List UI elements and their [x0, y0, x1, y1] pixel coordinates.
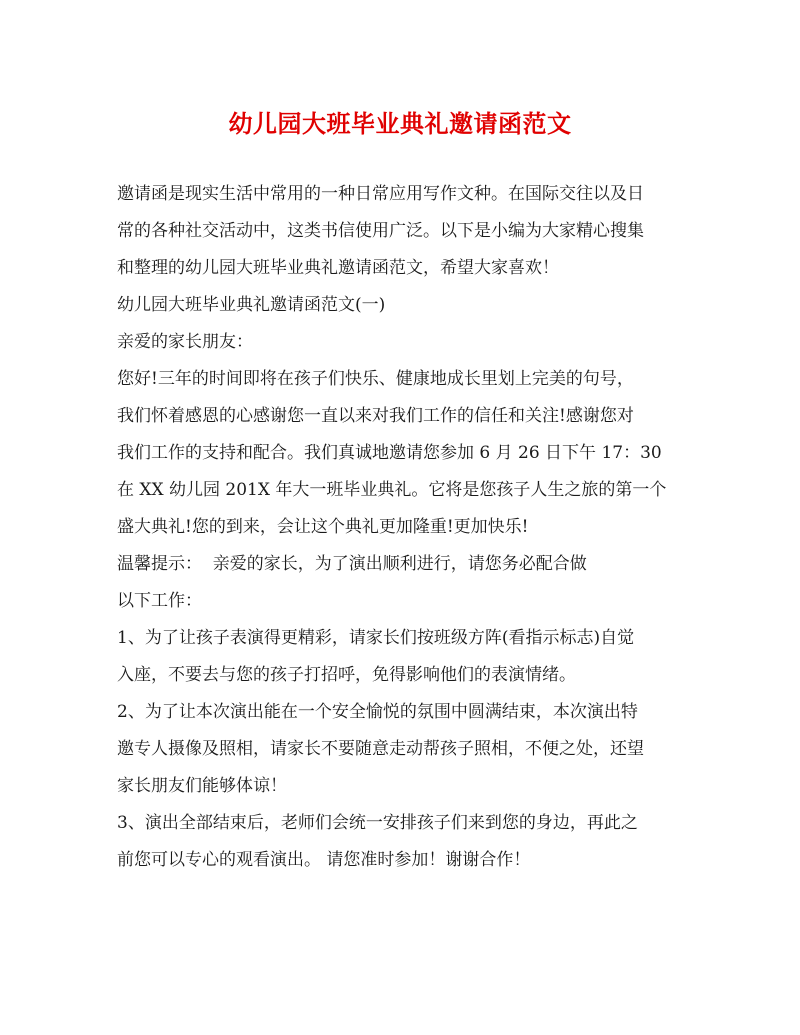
section-heading	[117, 287, 692, 324]
body-paragraph	[117, 361, 692, 546]
list-item-line: 2、为了让本次演出能在一个安全愉悦的氛围中圆满结束，本次演出特	[117, 702, 638, 722]
document-title: 幼儿园大班毕业典礼邀请函范文	[228, 109, 572, 138]
body-line: 您好!三年的时间即将在孩子们快乐、健康地成长里划上完美的句号，	[117, 369, 634, 389]
tips-line: 以下工作：	[117, 591, 202, 611]
body-line: 在 XX 幼儿园 201X 年大一班毕业典礼。它将是您孩子人生之旅的第一个	[117, 480, 667, 500]
list-item-line: 3、演出全部结束后，老师们会统一安排孩子们来到您的身边，再此之	[117, 813, 638, 833]
document-body	[117, 176, 692, 879]
intro-line: 和整理的幼儿园大班毕业典礼邀请函范文，希望大家喜欢！	[117, 258, 559, 278]
section-heading-text: 幼儿园大班毕业典礼邀请函范文(一)	[117, 295, 386, 315]
body-line: 我们怀着感恩的心感谢您一直以来对我们工作的信任和关注!感谢您对	[117, 406, 634, 426]
greeting	[117, 324, 692, 361]
tips-paragraph	[117, 546, 692, 620]
list-item-line: 家长朋友们能够体谅！	[117, 776, 287, 796]
list-item-line: 邀专人摄像及照相，请家长不要随意走动帮孩子照相，不便之处，还望	[117, 739, 644, 759]
intro-line: 邀请函是现实生活中常用的一种日常应用写作文种。在国际交往以及日	[117, 184, 644, 204]
intro-line: 常的各种社交活动中，这类书信使用广泛。以下是小编为大家精心搜集	[117, 221, 644, 241]
list-item-1	[117, 620, 692, 694]
list-item-line: 入座，不要去与您的孩子打招呼，免得影响他们的表演情绪。	[117, 665, 576, 685]
body-line: 盛大典礼!您的到来，会让这个典礼更加隆重!更加快乐!	[117, 517, 529, 537]
body-line: 我们工作的支持和配合。我们真诚地邀请您参加 6 月 26 日下午 17：30	[117, 443, 662, 463]
tips-line: 温馨提示： 亲爱的家长，为了演出顺利进行，请您务必配合做	[117, 554, 587, 574]
list-item-3	[117, 805, 692, 879]
list-item-line: 1、为了让孩子表演得更精彩，请家长们按班级方阵(看指示标志)自觉	[117, 628, 635, 648]
intro-paragraph	[117, 176, 692, 287]
greeting-text: 亲爱的家长朋友：	[117, 332, 253, 352]
list-item-line: 前您可以专心的观看演出。 请您准时参加！谢谢合作！	[117, 850, 531, 870]
list-item-2	[117, 694, 692, 805]
